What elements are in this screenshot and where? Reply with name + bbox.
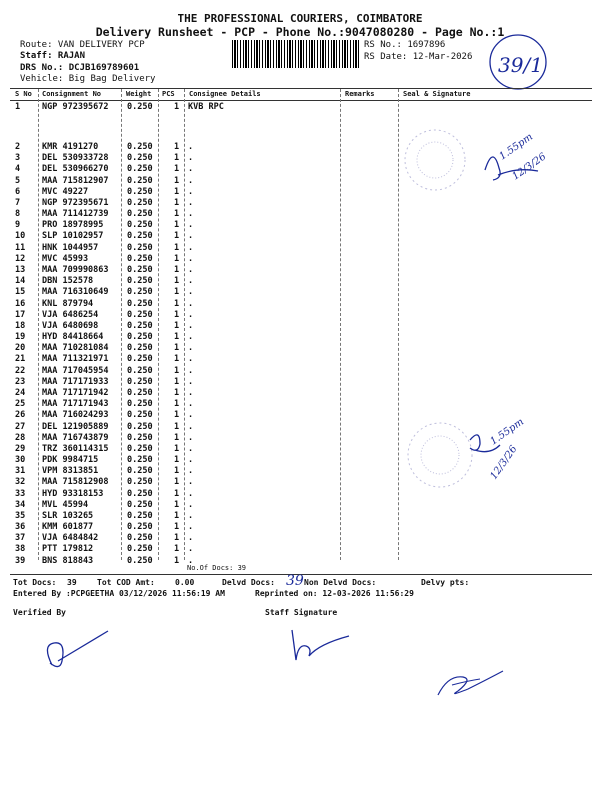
table-row <box>0 276 600 287</box>
row-pcs: 1 <box>174 175 180 186</box>
row-sno: 14 <box>15 276 26 287</box>
table-row <box>0 254 600 265</box>
table-row <box>0 544 600 555</box>
row-consignee: . <box>188 220 194 231</box>
row-consignment-no: HNK 1044957 <box>42 242 99 253</box>
table-row <box>0 533 600 544</box>
row-weight: 0.250 <box>127 410 153 421</box>
rs-number: RS No.: 1697896 <box>364 40 446 50</box>
row-consignment-no: DBN 152578 <box>42 276 94 287</box>
row-pcs: 1 <box>174 220 180 231</box>
row-consignment-no: VPM 8313851 <box>42 466 99 477</box>
company-name: THE PROFESSIONAL COURIERS, COIMBATORE <box>177 12 423 25</box>
row-consignee: . <box>188 209 194 220</box>
row-pcs: 1 <box>174 164 180 175</box>
table-row <box>0 220 600 231</box>
handwritten-delvd-count: 39 <box>286 573 304 589</box>
row-sno: 26 <box>15 410 26 421</box>
handwritten-page-note: 39/1 <box>498 53 543 77</box>
row-consignee: . <box>188 387 194 398</box>
row-consignment-no: SLP 10102957 <box>42 231 104 242</box>
row-pcs: 1 <box>174 343 180 354</box>
table-row <box>0 243 600 254</box>
row-weight: 0.250 <box>127 332 153 343</box>
row-weight: 0.250 <box>127 209 153 220</box>
row-consignee: . <box>188 443 194 454</box>
entered-by: Entered By :PCPGEETHA 03/12/2026 11:56:19 AM <box>13 589 225 598</box>
row-pcs: 1 <box>174 309 180 320</box>
row-consignee: KVB RPC <box>188 102 224 112</box>
row-consignee: . <box>188 399 194 410</box>
row-consignee: . <box>188 365 194 376</box>
table-row <box>0 377 600 388</box>
row-pcs: 1 <box>174 466 180 477</box>
col-consignee: Consignee Details <box>189 90 261 98</box>
row-weight: 0.250 <box>127 164 153 175</box>
row-consignment-no: MAA 710281084 <box>42 343 109 354</box>
row-sno: 13 <box>15 264 26 275</box>
row-consignment-no: KMR 4191270 <box>42 142 99 152</box>
row-pcs: 1 <box>174 510 180 521</box>
row-sno: 27 <box>15 421 26 432</box>
row-consignment-no: TRZ 360114315 <box>42 443 109 454</box>
row-consignee: . <box>188 276 194 287</box>
sig2-date: 12/3/26 <box>488 443 520 482</box>
row-consignment-no: NGP 972395672 <box>42 102 109 112</box>
row-sno: 17 <box>15 309 26 320</box>
row-sno: 1 <box>15 102 21 112</box>
table-header-rule <box>10 100 592 101</box>
row-pcs: 1 <box>174 354 180 365</box>
row-pcs: 1 <box>174 153 180 164</box>
sig1-date: 12/3/26 <box>510 151 549 183</box>
row-sno: 11 <box>15 242 26 253</box>
row-pcs: 1 <box>174 231 180 242</box>
table-row <box>0 366 600 377</box>
row-pcs: 1 <box>174 477 180 488</box>
table-row <box>0 388 600 399</box>
row-consignee: . <box>188 343 194 354</box>
row-consignment-no: KNL 879794 <box>42 298 94 309</box>
row-sno: 7 <box>15 197 21 208</box>
row-consignment-no: MAA 717171942 <box>42 387 109 398</box>
row-consignee: . <box>188 477 194 488</box>
row-consignee: . <box>188 309 194 320</box>
row-consignee: . <box>188 253 194 264</box>
row-weight: 0.250 <box>127 343 153 354</box>
table-row <box>0 511 600 522</box>
row-sno: 38 <box>15 544 26 555</box>
delvy-pts-label: Delvy pts: <box>421 578 470 587</box>
row-pcs: 1 <box>174 376 180 387</box>
row-pcs: 1 <box>174 499 180 510</box>
table-row <box>0 321 600 332</box>
row-consignment-no: DEL 530933728 <box>42 153 109 164</box>
tot-docs-label: Tot Docs: <box>13 578 57 587</box>
row-weight: 0.250 <box>127 242 153 253</box>
reprinted-on: Reprinted on: 12-03-2026 11:56:29 <box>255 589 414 598</box>
row-consignee: . <box>188 186 194 197</box>
row-sno: 36 <box>15 522 26 533</box>
row-pcs: 1 <box>174 421 180 432</box>
table-row <box>0 287 600 298</box>
row-consignee: . <box>188 499 194 510</box>
verified-by-signature <box>30 625 130 685</box>
row-consignee: . <box>188 298 194 309</box>
row-weight: 0.250 <box>127 488 153 499</box>
row-consignee: . <box>188 354 194 365</box>
row-pcs: 1 <box>174 443 180 454</box>
row-weight: 0.250 <box>127 443 153 454</box>
row-consignee: . <box>188 332 194 343</box>
row-consignee: . <box>188 533 194 544</box>
row-sno: 15 <box>15 287 26 298</box>
row-consignee: . <box>188 555 194 566</box>
row-pcs: 1 <box>174 399 180 410</box>
row-weight: 0.250 <box>127 421 153 432</box>
row-sno: 9 <box>15 220 21 231</box>
row-pcs: 1 <box>174 544 180 555</box>
row-consignee: . <box>188 432 194 443</box>
row-pcs: 1 <box>174 253 180 264</box>
row-consignment-no: DEL 530966270 <box>42 164 109 175</box>
row-consignment-no: MAA 716310649 <box>42 287 109 298</box>
row-sno: 28 <box>15 432 26 443</box>
row-sno: 21 <box>15 354 26 365</box>
row-weight: 0.250 <box>127 533 153 544</box>
table-row <box>0 310 600 321</box>
row-consignment-no: MVL 45994 <box>42 499 89 510</box>
row-weight: 0.250 <box>127 522 153 533</box>
row-weight: 0.250 <box>127 309 153 320</box>
row-sno: 23 <box>15 376 26 387</box>
row-pcs: 1 <box>174 365 180 376</box>
row-pcs: 1 <box>174 264 180 275</box>
row-consignment-no: MVC 49227 <box>42 186 89 197</box>
row-weight: 0.250 <box>127 499 153 510</box>
row-weight: 0.250 <box>127 175 153 186</box>
row-sno: 16 <box>15 298 26 309</box>
row-consignment-no: NGP 972395671 <box>42 197 109 208</box>
verified-by-label: Verified By <box>13 608 66 617</box>
row-sno: 20 <box>15 343 26 354</box>
staff: Staff: RAJAN <box>20 51 86 61</box>
row-weight: 0.250 <box>127 287 153 298</box>
row-consignment-no: PDK 9984715 <box>42 455 99 466</box>
row-pcs: 1 <box>174 387 180 398</box>
row-consignee: . <box>188 488 194 499</box>
rs-date: RS Date: 12-Mar-2026 <box>364 52 473 62</box>
row-consignee: . <box>188 544 194 555</box>
row-sno: 12 <box>15 253 26 264</box>
row-sno: 2 <box>15 142 21 152</box>
row-weight: 0.250 <box>127 276 153 287</box>
row-consignee: . <box>188 142 194 152</box>
sig2-time: 1.55pm <box>488 416 526 448</box>
row-pcs: 1 <box>174 555 180 566</box>
row-weight: 0.250 <box>127 365 153 376</box>
table-row <box>0 354 600 365</box>
row-pcs: 1 <box>174 102 180 112</box>
row-sno: 32 <box>15 477 26 488</box>
row-weight: 0.250 <box>127 455 153 466</box>
row-consignee: . <box>188 175 194 186</box>
table-row <box>0 522 600 533</box>
row-sno: 34 <box>15 499 26 510</box>
row-sno: 18 <box>15 320 26 331</box>
row-consignment-no: HYD 93318153 <box>42 488 104 499</box>
table-row <box>0 399 600 410</box>
row-sno: 37 <box>15 533 26 544</box>
row-pcs: 1 <box>174 332 180 343</box>
row-consignee: . <box>188 164 194 175</box>
row-consignment-no: MVC 45993 <box>42 253 89 264</box>
row-consignee: . <box>188 522 194 533</box>
row-weight: 0.250 <box>127 320 153 331</box>
row-sno: 24 <box>15 387 26 398</box>
row-pcs: 1 <box>174 186 180 197</box>
row-consignee: . <box>188 376 194 387</box>
row-sno: 25 <box>15 399 26 410</box>
row-consignee: . <box>188 287 194 298</box>
row-consignment-no: PRO 18978995 <box>42 220 104 231</box>
row-weight: 0.250 <box>127 197 153 208</box>
row-pcs: 1 <box>174 432 180 443</box>
row-pcs: 1 <box>174 410 180 421</box>
row-pcs: 1 <box>174 142 180 152</box>
row-consignee: . <box>188 466 194 477</box>
row-consignment-no: MAA 716024293 <box>42 410 109 421</box>
row-consignment-no: MAA 711412739 <box>42 209 109 220</box>
row-sno: 29 <box>15 443 26 454</box>
table-row <box>0 332 600 343</box>
row-consignment-no: MAA 716743879 <box>42 432 109 443</box>
row-consignment-no: VJA 6484842 <box>42 533 99 544</box>
route: Route: VAN DELIVERY PCP <box>20 40 145 50</box>
row-weight: 0.250 <box>127 186 153 197</box>
row-pcs: 1 <box>174 320 180 331</box>
row-consignment-no: MAA 709990863 <box>42 264 109 275</box>
col-seal-signature: Seal & Signature <box>403 90 471 98</box>
row-weight: 0.250 <box>127 231 153 242</box>
row-pcs: 1 <box>174 209 180 220</box>
row-sno: 33 <box>15 488 26 499</box>
row-weight: 0.250 <box>127 220 153 231</box>
delivery-stamp-2 <box>395 410 575 510</box>
non-delvd-label: Non Delvd Docs: <box>304 578 377 587</box>
row-sno: 39 <box>15 555 26 566</box>
table-row <box>0 556 600 567</box>
row-consignee: . <box>188 510 194 521</box>
row-sno: 31 <box>15 466 26 477</box>
row-sno: 8 <box>15 209 21 220</box>
row-sno: 3 <box>15 153 21 164</box>
row-sno: 35 <box>15 510 26 521</box>
table-row <box>0 265 600 276</box>
row-consignment-no: MAA 717045954 <box>42 365 109 376</box>
row-weight: 0.250 <box>127 298 153 309</box>
row-consignment-no: MAA 715812908 <box>42 477 109 488</box>
row-consignee: . <box>188 320 194 331</box>
table-row <box>0 231 600 242</box>
row-consignee: . <box>188 455 194 466</box>
table-row <box>0 209 600 220</box>
row-weight: 0.250 <box>127 544 153 555</box>
row-weight: 0.250 <box>127 153 153 164</box>
row-weight: 0.250 <box>127 354 153 365</box>
row-pcs: 1 <box>174 276 180 287</box>
row-weight: 0.250 <box>127 432 153 443</box>
col-sno: S No <box>15 90 32 98</box>
row-consignment-no: BNS 818843 <box>42 555 94 566</box>
row-pcs: 1 <box>174 287 180 298</box>
table-top-rule <box>10 88 592 89</box>
row-consignment-no: HYD 84418664 <box>42 332 104 343</box>
row-weight: 0.250 <box>127 399 153 410</box>
row-consignment-no: MAA 717171943 <box>42 399 109 410</box>
row-consignment-no: SLR 103265 <box>42 510 94 521</box>
tot-docs-value: 39 <box>67 578 77 587</box>
row-sno: 10 <box>15 231 26 242</box>
row-consignee: . <box>188 410 194 421</box>
delvd-docs-label: Delvd Docs: <box>222 578 275 587</box>
row-weight: 0.250 <box>127 387 153 398</box>
handwritten-page-circle <box>480 20 560 90</box>
drs-number: DRS No.: DCJB169789601 <box>20 63 140 73</box>
row-pcs: 1 <box>174 522 180 533</box>
col-consignment: Consignment No <box>42 90 102 98</box>
row-pcs: 1 <box>174 242 180 253</box>
table-row <box>0 102 600 113</box>
row-consignment-no: MAA 711321971 <box>42 354 109 365</box>
row-weight: 0.250 <box>127 466 153 477</box>
row-consignee: . <box>188 231 194 242</box>
row-consignee: . <box>188 421 194 432</box>
row-pcs: 1 <box>174 455 180 466</box>
row-consignment-no: MAA 715812907 <box>42 175 109 186</box>
row-consignee: . <box>188 242 194 253</box>
row-consignee: . <box>188 153 194 164</box>
row-pcs: 1 <box>174 488 180 499</box>
row-consignee: . <box>188 264 194 275</box>
row-consignment-no: DEL 121905889 <box>42 421 109 432</box>
row-sno: 30 <box>15 455 26 466</box>
row-consignment-no: PTT 179812 <box>42 544 94 555</box>
row-weight: 0.250 <box>127 555 153 566</box>
row-weight: 0.250 <box>127 253 153 264</box>
row-weight: 0.250 <box>127 376 153 387</box>
sig1-time: 1.55pm <box>497 131 535 163</box>
row-sno: 4 <box>15 164 21 175</box>
runsheet-title: Delivery Runsheet - PCP - Phone No.:9047080280 - Page No.:1 <box>95 25 505 39</box>
row-weight: 0.250 <box>127 510 153 521</box>
row-consignee: . <box>188 197 194 208</box>
delivery-stamp-1 <box>390 120 570 210</box>
col-pcs: PCS <box>162 90 175 98</box>
staff-signature <box>280 620 370 670</box>
table-row <box>0 343 600 354</box>
no-of-docs: No.Of Docs: 39 <box>187 564 247 572</box>
row-weight: 0.250 <box>127 102 153 112</box>
staff-second-signature <box>430 655 540 705</box>
row-sno: 22 <box>15 365 26 376</box>
row-consignment-no: VJA 6480698 <box>42 320 99 331</box>
row-pcs: 1 <box>174 197 180 208</box>
row-pcs: 1 <box>174 298 180 309</box>
row-consignment-no: KMM 601877 <box>42 522 94 533</box>
row-weight: 0.250 <box>127 142 153 152</box>
row-weight: 0.250 <box>127 477 153 488</box>
row-weight: 0.250 <box>127 264 153 275</box>
tot-cod-label: Tot COD Amt: <box>97 578 155 587</box>
col-weight: Weight <box>126 90 152 98</box>
row-sno: 6 <box>15 186 21 197</box>
barcode <box>232 40 360 68</box>
row-sno: 19 <box>15 332 26 343</box>
table-row <box>0 299 600 310</box>
row-pcs: 1 <box>174 533 180 544</box>
vehicle: Vehicle: Big Bag Delivery <box>20 74 156 84</box>
row-sno: 5 <box>15 175 21 186</box>
row-consignment-no: VJA 6486254 <box>42 309 99 320</box>
row-consignment-no: MAA 717171933 <box>42 376 109 387</box>
col-remarks: Remarks <box>345 90 375 98</box>
tot-cod-value: 0.00 <box>175 578 195 587</box>
staff-signature-label: Staff Signature <box>265 608 338 617</box>
